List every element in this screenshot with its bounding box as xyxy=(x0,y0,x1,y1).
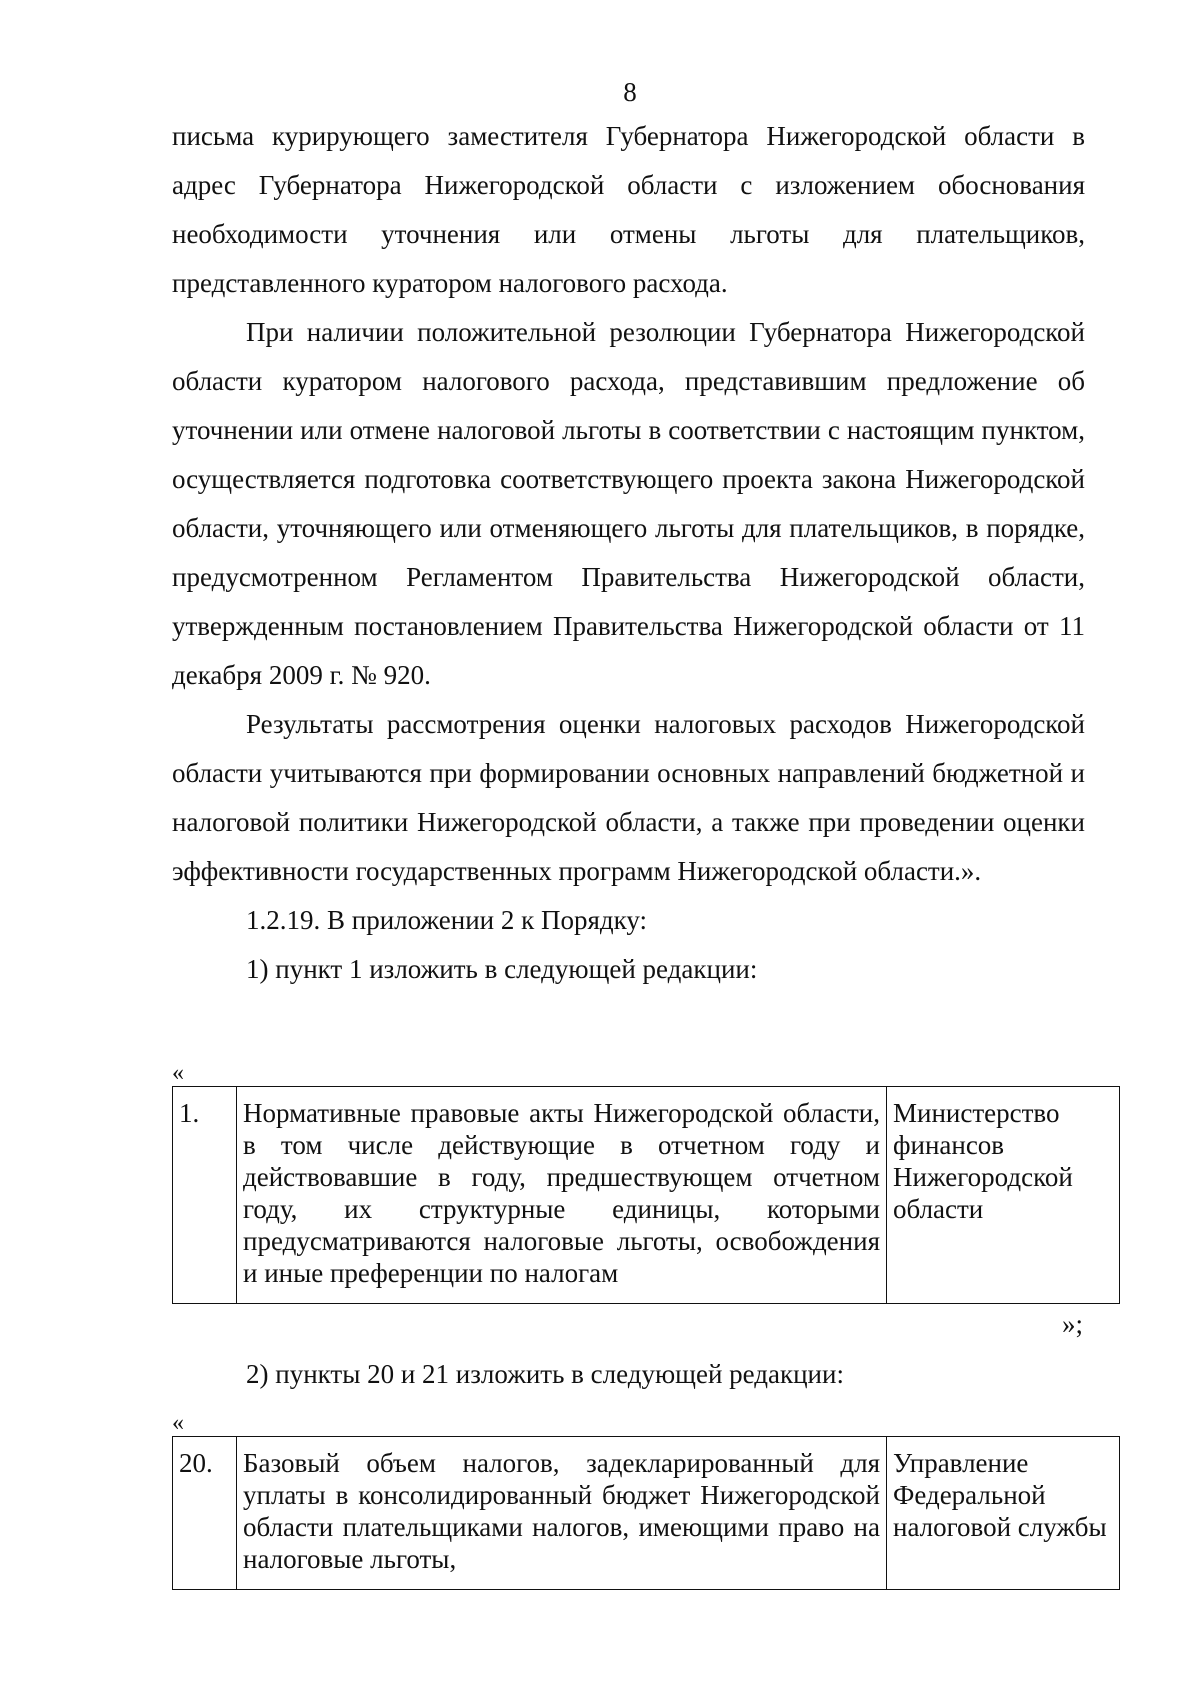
item-1-2-19: 1.2.19. В приложении 2 к Порядку: xyxy=(246,905,647,935)
row-organization: Управление Федеральной налоговой службы xyxy=(887,1437,1120,1590)
subitem-1: 1) пункт 1 изложить в следующей редакции: xyxy=(246,954,758,984)
paragraph-continuation: письма курирующего заместителя Губернатора Нижегородской области в адрес Губернатора Нижегородской области с изложением обоснования необходимости уточнения или отмены льготы для плательщиков, представленного куратором налогового расхода. xyxy=(172,121,1085,298)
table-row xyxy=(173,1437,1120,1590)
paragraph-resolution: При наличии положительной резолюции Губернатора Нижегородской области куратором налогового расхода, представившим предложение об уточнении или отмене налоговой льготы в соответствии с настоящим пунктом, осуществляется подготовка соответствующего проекта закона Нижегородской области, уточняющего или отменяющего льготы для плательщиков, в порядке, предусмотренном Регламентом Правительства Нижегородской области, утвержденным постановлением Правительства Нижегородской области от 11 декабря 2009 г. № 920. xyxy=(172,317,1085,690)
row-number: 20. xyxy=(173,1437,237,1590)
row-organization: Министерство финансов Нижегородской области xyxy=(887,1087,1120,1304)
page-number: 8 xyxy=(623,77,637,107)
quote-open-2: « xyxy=(172,1410,184,1436)
main-text xyxy=(172,112,1085,994)
table-item-1 xyxy=(172,1086,1120,1304)
row-description: Базовый объем налогов, задекларированный для уплаты в консолидированный бюджет Нижегородской области плательщиками налогов, имеющими право на налоговые льготы, xyxy=(237,1437,887,1590)
quote-close-1: »; xyxy=(1062,1309,1084,1339)
row-description: Нормативные правовые акты Нижегородской области, в том числе действующие в отчетном году и действовавшие в году, предшествующем отчетном году, их структурные единицы, которыми предусматриваются налоговые льготы, освобождения и иные преференции по налогам xyxy=(237,1087,887,1304)
paragraph-results: Результаты рассмотрения оценки налоговых расходов Нижегородской области учитываются при формировании основных направлений бюджетной и налоговой политики Нижегородской области, а также при проведении оценки эффективности государственных программ Нижегородской области.». xyxy=(172,709,1085,886)
subitem-2: 2) пункты 20 и 21 изложить в следующей редакции: xyxy=(246,1359,844,1389)
quote-open-1: « xyxy=(172,1060,184,1086)
table-row xyxy=(173,1087,1120,1304)
row-number: 1. xyxy=(173,1087,237,1304)
table-item-20 xyxy=(172,1436,1120,1590)
